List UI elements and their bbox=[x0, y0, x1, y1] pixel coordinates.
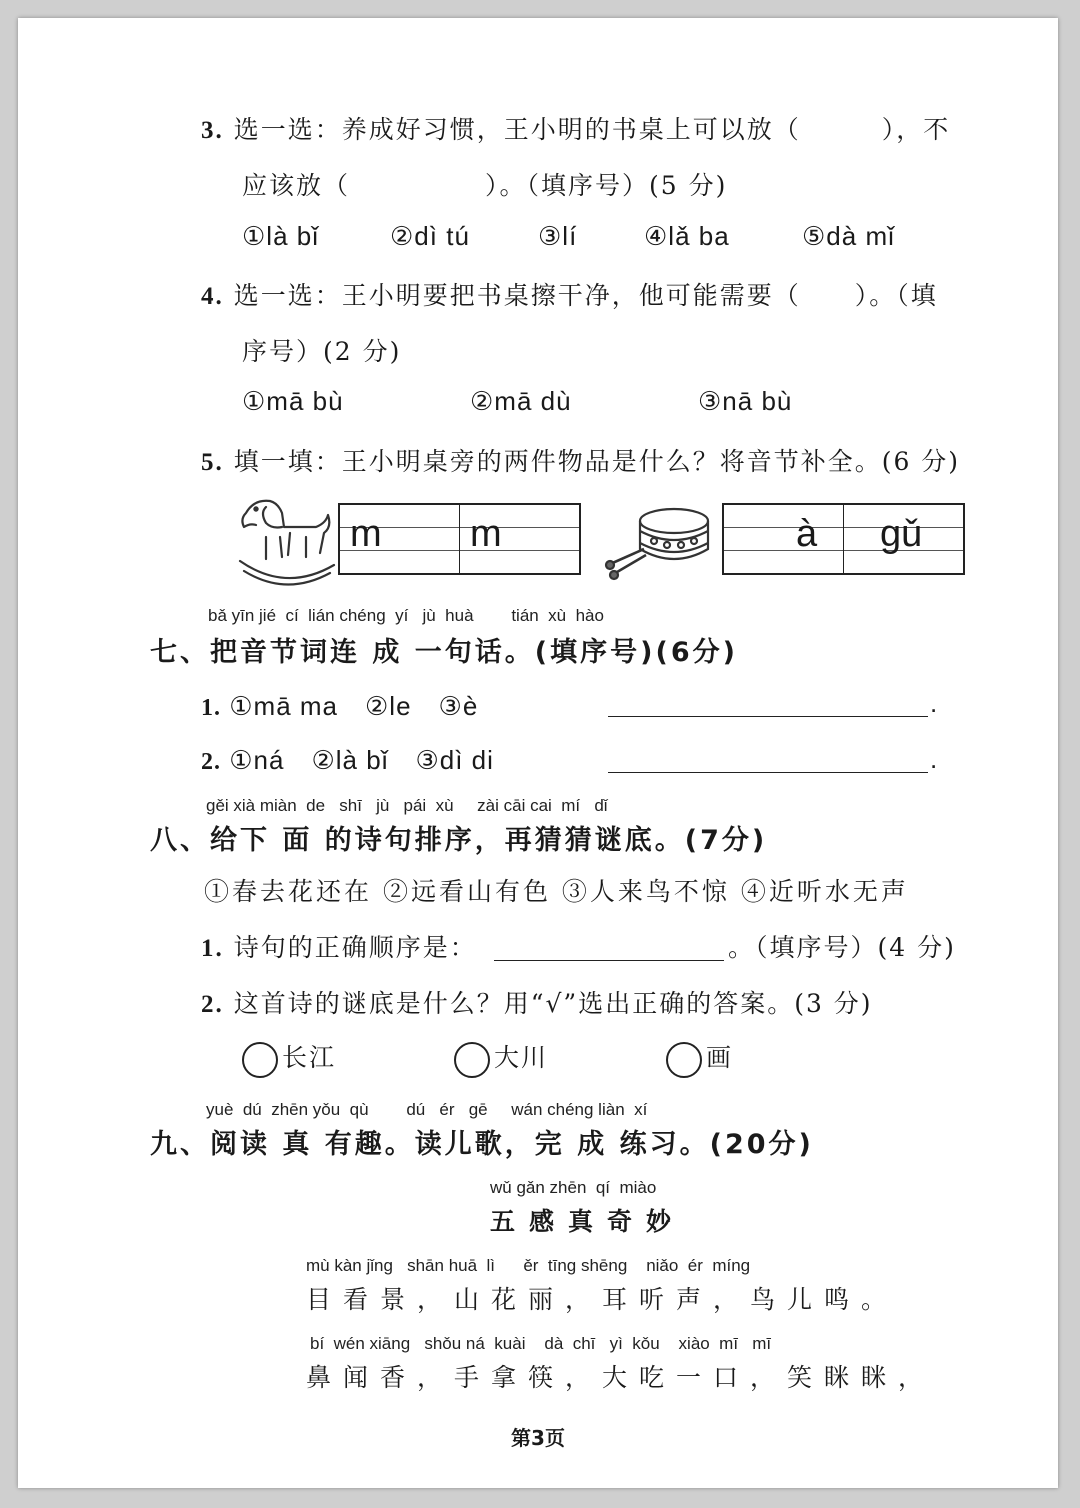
question-text: 选一选：王小明要把书桌擦干净，他可能需要（ ）。（填 bbox=[233, 281, 938, 310]
item-text: ①mā ma ②le ③è bbox=[229, 691, 479, 721]
pinyin-grid-2 bbox=[722, 503, 965, 575]
question-3-option: ⑤dà mǐ bbox=[802, 221, 895, 251]
section-8-title: 八、给下 面 的诗句排序，再猜猜谜底。(7分) bbox=[150, 825, 768, 856]
question-number: 3. bbox=[201, 117, 224, 144]
pinyin-grid-1 bbox=[338, 503, 581, 575]
question-number: 5. bbox=[201, 449, 224, 476]
section-8-pinyin: gěi xià miàn de shī jù pái xù zài cāi cai mí dǐ bbox=[206, 796, 608, 815]
question-text: 填一填：王小明桌旁的两件物品是什么？将音节补全。(6 分) bbox=[233, 447, 961, 476]
question-text: 选一选：养成好习惯，王小明的书桌上可以放（ ），不 bbox=[233, 115, 951, 144]
poem-line-1-pinyin: mù kàn jǐng shān huā lì ěr tīng shēng niǎo ér míng bbox=[306, 1256, 751, 1275]
question-3-option: ③lí bbox=[538, 221, 578, 251]
worksheet-page bbox=[18, 18, 1058, 1488]
choice-label: 长江 bbox=[282, 1043, 337, 1072]
item-number: 1. bbox=[201, 695, 221, 721]
section-9-title: 九、阅读 真 有趣。读儿歌，完 成 练习。(20分) bbox=[150, 1129, 814, 1160]
question-text: 这首诗的谜底是什么？用“√”选出正确的答案。(3 分) bbox=[233, 989, 873, 1018]
section-8-q2 bbox=[201, 984, 873, 1020]
answer-line[interactable] bbox=[608, 690, 928, 717]
choice-label: 画 bbox=[706, 1043, 734, 1072]
choice-circle[interactable] bbox=[666, 1042, 702, 1078]
poem-line-1: 目看景，山花丽，耳听声，鸟儿鸣。 bbox=[306, 1285, 899, 1314]
item-number: 2. bbox=[201, 749, 221, 775]
section-7-item-2 bbox=[201, 740, 494, 777]
question-4-option: ②mā dù bbox=[470, 386, 572, 416]
rocking-horse-icon bbox=[236, 493, 336, 587]
item-end: . bbox=[930, 744, 939, 774]
grid-cell[interactable] bbox=[844, 505, 963, 573]
question-3-line2: 应该放（ ）。（填序号）(5 分) bbox=[242, 171, 728, 200]
question-3-option: ④lǎ ba bbox=[644, 221, 730, 251]
question-text-end: 。（填序号）(4 分) bbox=[728, 933, 956, 962]
grid-cell[interactable] bbox=[724, 505, 844, 573]
question-5 bbox=[201, 442, 960, 478]
answer-line[interactable] bbox=[608, 746, 928, 773]
question-4-option: ③nā bù bbox=[698, 386, 793, 416]
section-7-title: 七、把音节词连 成 一句话。(填序号)(6分) bbox=[150, 637, 738, 668]
choice-label: 大川 bbox=[494, 1043, 549, 1072]
grid-letter: gǔ bbox=[880, 513, 923, 555]
poem-lines: ①春去花还在 ②远看山有色 ③人来鸟不惊 ④近听水无声 bbox=[204, 877, 909, 906]
answer-line[interactable] bbox=[494, 932, 724, 961]
question-3-option: ①là bǐ bbox=[242, 221, 320, 251]
question-text: 诗句的正确顺序是： bbox=[233, 933, 477, 962]
question-4 bbox=[201, 276, 938, 312]
question-4-line2: 序号）(2 分) bbox=[242, 337, 402, 366]
choice-circle[interactable] bbox=[454, 1042, 490, 1078]
section-8-q1 bbox=[201, 928, 477, 964]
grid-cell[interactable] bbox=[340, 505, 460, 573]
grid-letter: à bbox=[796, 513, 818, 555]
section-7-item-1 bbox=[201, 686, 478, 723]
grid-cell[interactable] bbox=[460, 505, 579, 573]
section-7-pinyin: bǎ yīn jié cí lián chéng yí jù huà tián xù hào bbox=[208, 606, 604, 625]
item-end: . bbox=[930, 688, 939, 718]
drum-icon bbox=[604, 503, 716, 581]
choice-circle[interactable] bbox=[242, 1042, 278, 1078]
grid-letter: m bbox=[470, 513, 502, 555]
poem-title-pinyin: wǔ gǎn zhēn qí miào bbox=[490, 1178, 657, 1197]
question-3-option: ②dì tú bbox=[390, 221, 470, 251]
question-number: 2. bbox=[201, 991, 224, 1018]
question-4-option: ①mā bù bbox=[242, 386, 344, 416]
section-9-pinyin: yuè dú zhēn yǒu qù dú ér gē wán chéng liàn xí bbox=[206, 1100, 648, 1119]
page-number: 第3页 bbox=[511, 1426, 565, 1450]
question-number: 1. bbox=[201, 935, 224, 962]
question-3 bbox=[201, 110, 950, 146]
grid-letter: m bbox=[350, 513, 382, 555]
choice-dachuan[interactable] bbox=[454, 1038, 548, 1078]
item-text: ①ná ②là bǐ ③dì di bbox=[229, 745, 494, 775]
poem-line-2-pinyin: bí wén xiāng shǒu ná kuài dà chī yì kǒu xiào mī mī bbox=[310, 1334, 772, 1353]
question-number: 4. bbox=[201, 283, 224, 310]
poem-line-2: 鼻闻香，手拿筷，大吃一口，笑眯眯， bbox=[306, 1363, 936, 1392]
choice-changjiang[interactable] bbox=[242, 1038, 336, 1078]
poem-title: 五感真奇妙 bbox=[490, 1207, 686, 1236]
choice-hua[interactable] bbox=[666, 1038, 733, 1078]
